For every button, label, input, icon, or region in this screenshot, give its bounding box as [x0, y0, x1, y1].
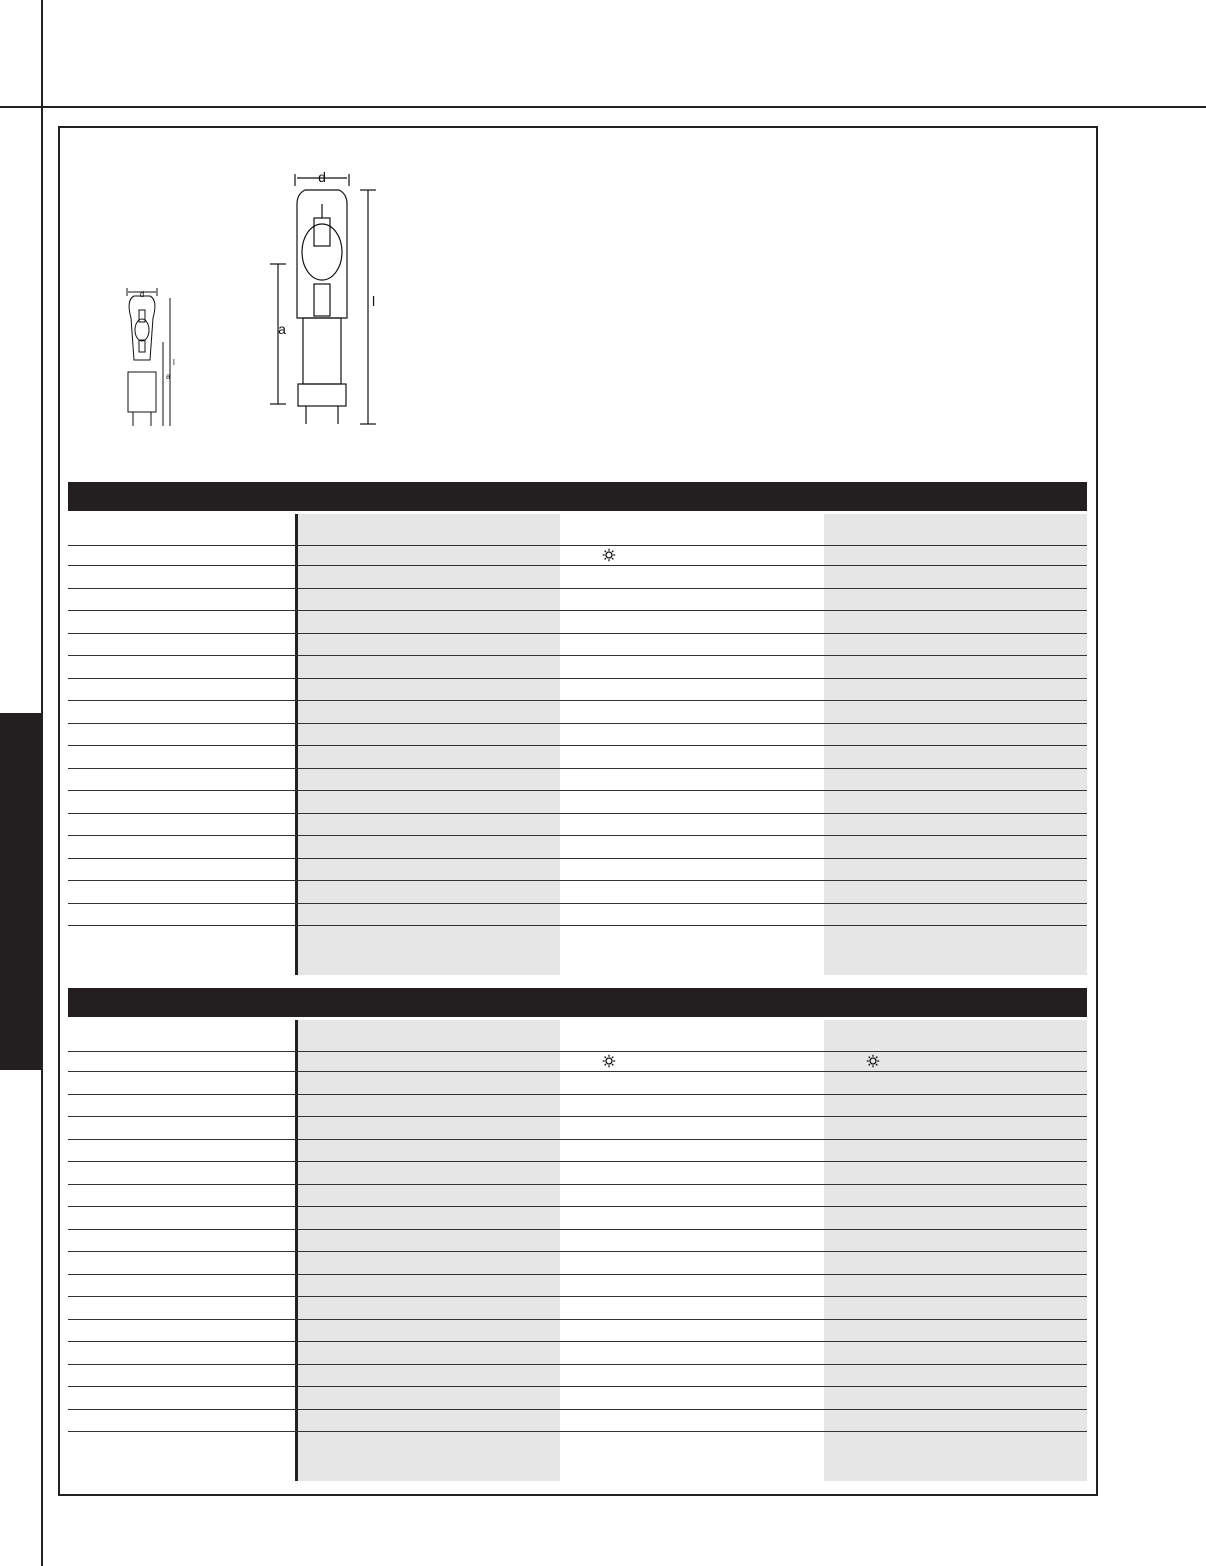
small-label-l: l	[173, 358, 175, 367]
table-row-divider	[68, 588, 1087, 589]
table-row-divider	[68, 1274, 1087, 1275]
table-row-divider	[68, 1161, 1087, 1162]
sun-icon	[866, 1054, 880, 1068]
table-row-divider	[68, 1341, 1087, 1342]
table-row-divider	[68, 1184, 1087, 1185]
table-row-divider	[68, 858, 1087, 859]
table-row-divider	[68, 790, 1087, 791]
table-row-divider	[68, 1051, 1087, 1052]
table-1	[68, 514, 1087, 975]
large-label-l: l	[372, 293, 376, 309]
table-1-header-band	[68, 482, 1087, 511]
table-row-divider	[68, 633, 1087, 634]
table-row-divider	[68, 1431, 1087, 1432]
large-lamp-diagram	[270, 174, 376, 424]
table-row-divider	[68, 925, 1087, 926]
side-tab	[0, 713, 41, 1070]
table-row-divider	[68, 745, 1087, 746]
table-row-divider	[68, 678, 1087, 679]
table-row-divider	[68, 880, 1087, 881]
table-row-divider	[68, 1409, 1087, 1410]
table-row-divider	[68, 813, 1087, 814]
table-row-divider	[68, 1319, 1087, 1320]
small-label-d: d	[139, 290, 145, 299]
table-2-header-band	[68, 988, 1087, 1017]
table-row-divider	[68, 700, 1087, 701]
table-row-divider	[68, 1071, 1087, 1072]
table-row-divider	[68, 723, 1087, 724]
table-2	[68, 1020, 1087, 1481]
table-row-divider	[68, 768, 1087, 769]
large-label-d: d	[318, 169, 326, 185]
large-label-a: a	[278, 321, 286, 337]
left-margin-rule	[41, 0, 43, 1566]
table-row-divider	[68, 1296, 1087, 1297]
table-row-divider	[68, 655, 1087, 656]
sun-icon	[602, 548, 616, 562]
header-rule	[0, 106, 1206, 108]
table-row-divider	[68, 545, 1087, 546]
table-row-divider	[68, 1229, 1087, 1230]
table-row-divider	[68, 610, 1087, 611]
small-lamp-diagram	[127, 288, 170, 426]
table-row-divider	[68, 835, 1087, 836]
lamp-diagrams	[100, 160, 400, 440]
table-row-divider	[68, 1251, 1087, 1252]
table-row-divider	[68, 1139, 1087, 1140]
table-row-divider	[68, 1386, 1087, 1387]
table-row-divider	[68, 1206, 1087, 1207]
table-row-divider	[68, 565, 1087, 566]
sun-icon	[602, 1054, 616, 1068]
small-label-a: a	[166, 372, 171, 381]
table-row-divider	[68, 1116, 1087, 1117]
table-row-divider	[68, 1364, 1087, 1365]
table-row-divider	[68, 1094, 1087, 1095]
table-row-divider	[68, 903, 1087, 904]
